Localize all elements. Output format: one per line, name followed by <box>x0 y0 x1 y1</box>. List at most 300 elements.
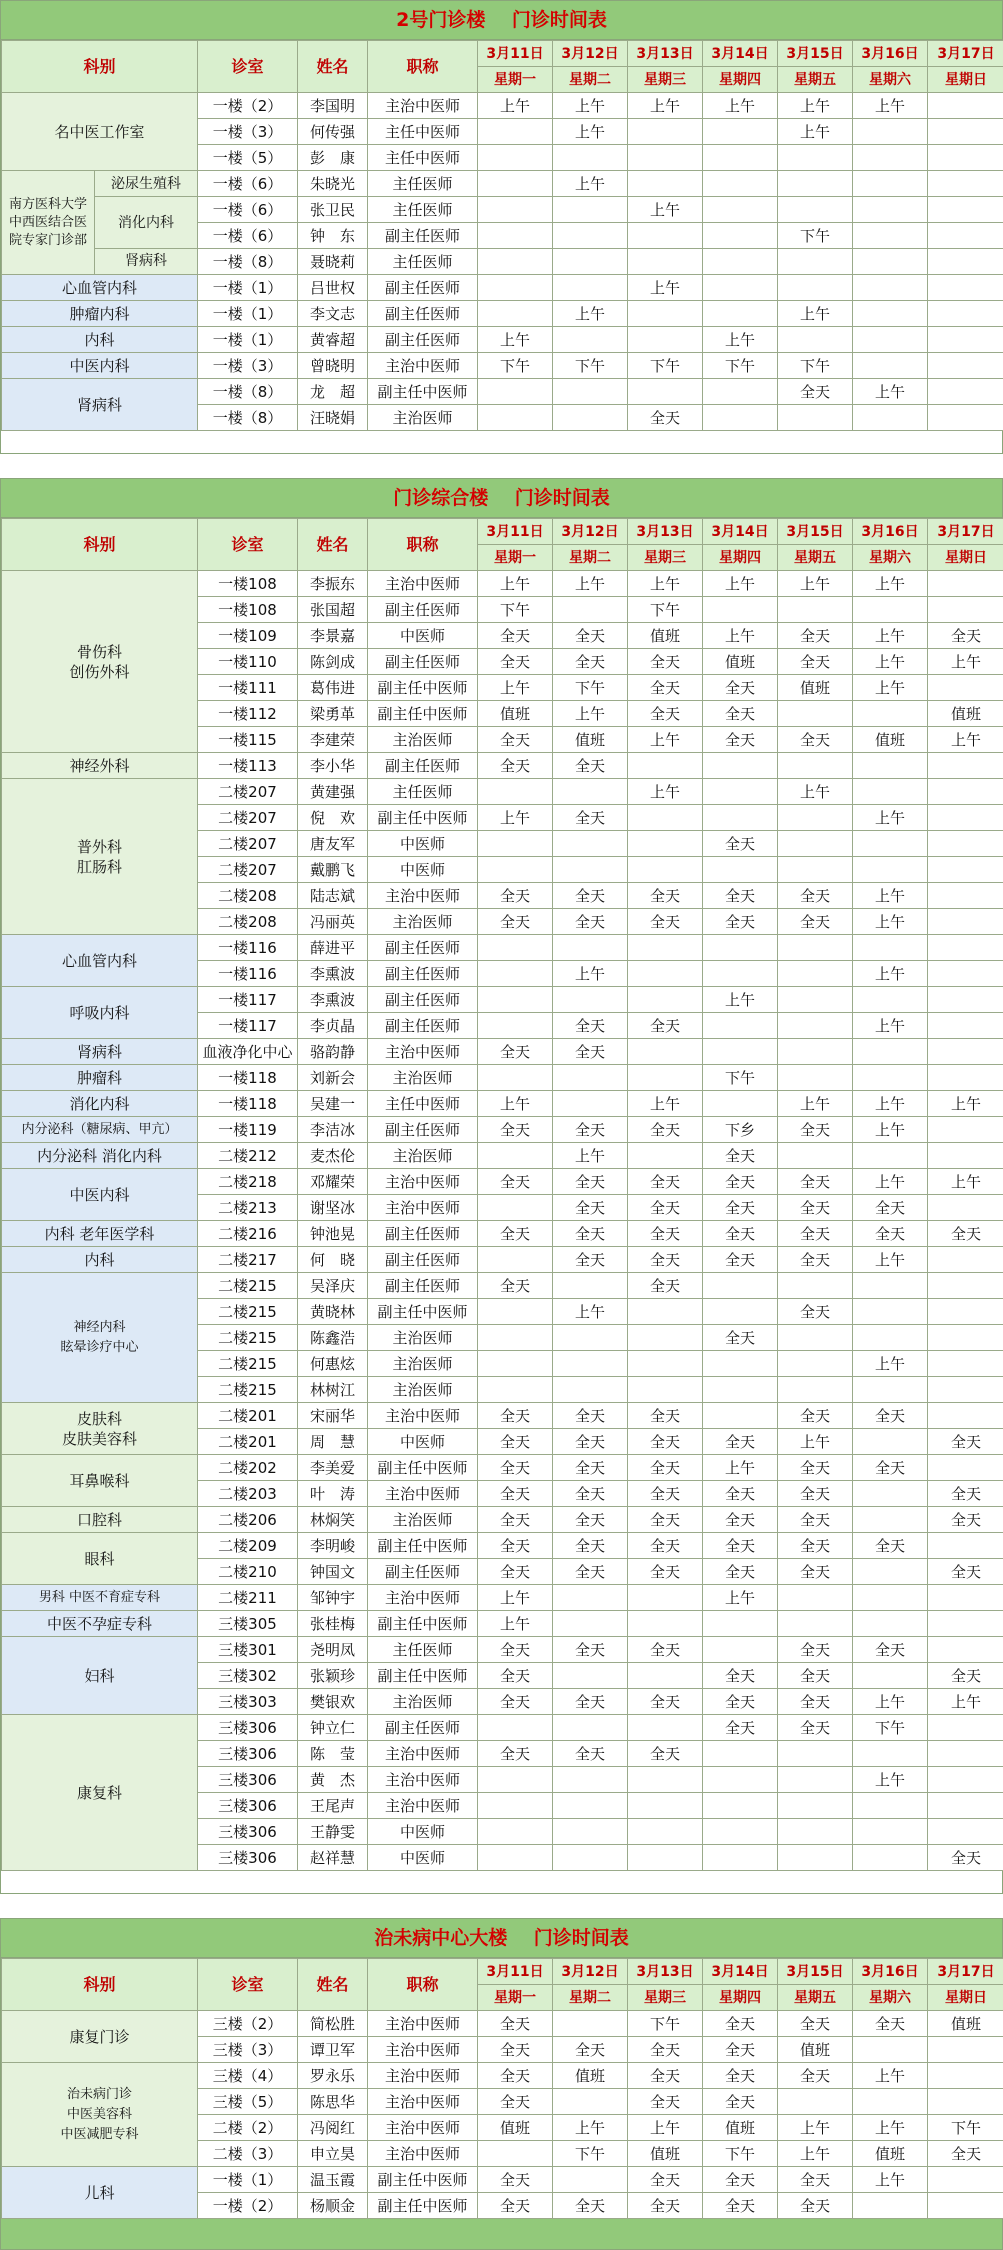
doctor-title: 中医师 <box>368 1845 478 1871</box>
schedule-row <box>2 1273 1003 1299</box>
slot-cell <box>478 275 553 301</box>
header-weekday: 星期一 <box>478 545 553 571</box>
slot-cell: 全天 <box>703 701 778 727</box>
doctor-title: 副主任中医师 <box>368 675 478 701</box>
schedule-section <box>0 0 1003 454</box>
slot-cell <box>478 1793 553 1819</box>
slot-cell <box>778 1039 853 1065</box>
doctor-name: 李小华 <box>298 753 368 779</box>
slot-cell: 值班 <box>553 727 628 753</box>
slot-cell <box>853 935 928 961</box>
slot-cell: 全天 <box>703 909 778 935</box>
slot-cell <box>553 1845 628 1871</box>
header-date: 3月11日 <box>478 41 553 67</box>
slot-cell: 全天 <box>778 1689 853 1715</box>
schedule-section <box>0 478 1003 1894</box>
slot-cell <box>853 2193 928 2219</box>
doctor-title: 主治中医师 <box>368 1793 478 1819</box>
slot-cell <box>628 1039 703 1065</box>
slot-cell <box>478 1819 553 1845</box>
doctor-name: 申立昊 <box>298 2141 368 2167</box>
slot-cell: 全天 <box>553 1455 628 1481</box>
doctor-title: 副主任中医师 <box>368 1455 478 1481</box>
room-cell: 一楼（5） <box>198 145 298 171</box>
slot-cell <box>778 1273 853 1299</box>
slot-cell <box>553 197 628 223</box>
doctor-name: 钟池晃 <box>298 1221 368 1247</box>
slot-cell <box>703 145 778 171</box>
schedule-row <box>2 1091 1003 1117</box>
room-cell: 二楼218 <box>198 1169 298 1195</box>
slot-cell <box>853 171 928 197</box>
header-date: 3月14日 <box>703 1959 778 1985</box>
doctor-name: 吕世权 <box>298 275 368 301</box>
slot-cell <box>778 805 853 831</box>
slot-cell: 全天 <box>778 1247 853 1273</box>
doctor-name: 张颖珍 <box>298 1663 368 1689</box>
schedule-row <box>2 779 1003 805</box>
slot-cell: 全天 <box>853 1637 928 1663</box>
slot-cell: 上午 <box>553 1299 628 1325</box>
slot-cell <box>628 805 703 831</box>
doctor-name: 倪 欢 <box>298 805 368 831</box>
doctor-title: 主治医师 <box>368 727 478 753</box>
schedule-row <box>2 1533 1003 1559</box>
slot-cell: 全天 <box>628 909 703 935</box>
slot-cell: 值班 <box>703 649 778 675</box>
slot-cell: 全天 <box>703 675 778 701</box>
slot-cell: 全天 <box>478 1481 553 1507</box>
doctor-name: 周 慧 <box>298 1429 368 1455</box>
slot-cell: 全天 <box>703 831 778 857</box>
doctor-title: 副主任医师 <box>368 327 478 353</box>
slot-cell <box>553 1377 628 1403</box>
slot-cell: 全天 <box>703 727 778 753</box>
room-cell: 三楼（3） <box>198 2037 298 2063</box>
doctor-title: 副主任中医师 <box>368 379 478 405</box>
slot-cell: 上午 <box>478 805 553 831</box>
slot-cell <box>853 145 928 171</box>
slot-cell <box>928 831 1003 857</box>
slot-cell <box>628 1767 703 1793</box>
room-cell: 三楼（5） <box>198 2089 298 2115</box>
doctor-name: 樊银欢 <box>298 1689 368 1715</box>
room-cell: 二楼201 <box>198 1403 298 1429</box>
slot-cell <box>553 987 628 1013</box>
slot-cell <box>628 171 703 197</box>
slot-cell <box>553 1663 628 1689</box>
section-footer <box>1 2219 1002 2249</box>
schedule-row <box>2 1117 1003 1143</box>
slot-cell: 上午 <box>478 675 553 701</box>
doctor-name: 尧明凤 <box>298 1637 368 1663</box>
slot-cell <box>703 1819 778 1845</box>
doctor-name: 林树江 <box>298 1377 368 1403</box>
slot-cell <box>928 1637 1003 1663</box>
slot-cell: 全天 <box>478 1221 553 1247</box>
room-cell: 一楼（8） <box>198 405 298 431</box>
header-date: 3月12日 <box>553 519 628 545</box>
slot-cell <box>928 1455 1003 1481</box>
slot-cell <box>928 675 1003 701</box>
room-cell: 一楼（1） <box>198 327 298 353</box>
doctor-title: 主治中医师 <box>368 883 478 909</box>
slot-cell: 全天 <box>703 1507 778 1533</box>
slot-cell <box>778 1845 853 1871</box>
header-date: 3月15日 <box>778 519 853 545</box>
doctor-name: 叶 涛 <box>298 1481 368 1507</box>
slot-cell <box>703 961 778 987</box>
slot-cell: 全天 <box>553 753 628 779</box>
slot-cell: 全天 <box>703 883 778 909</box>
doctor-title: 主治医师 <box>368 1143 478 1169</box>
slot-cell <box>478 197 553 223</box>
slot-cell <box>853 223 928 249</box>
slot-cell: 上午 <box>853 649 928 675</box>
slot-cell <box>703 275 778 301</box>
slot-cell: 全天 <box>778 649 853 675</box>
slot-cell <box>553 831 628 857</box>
slot-cell: 上午 <box>853 1169 928 1195</box>
slot-cell <box>778 1325 853 1351</box>
slot-cell: 下乡 <box>703 1117 778 1143</box>
doctor-name: 何惠炫 <box>298 1351 368 1377</box>
header-date: 3月13日 <box>628 1959 703 1985</box>
doctor-name: 李洁冰 <box>298 1117 368 1143</box>
slot-cell: 全天 <box>703 1221 778 1247</box>
slot-cell: 全天 <box>778 2167 853 2193</box>
slot-cell <box>853 597 928 623</box>
slot-cell <box>628 1377 703 1403</box>
room-cell: 一楼115 <box>198 727 298 753</box>
department-cell: 中医内科 <box>2 1169 198 1221</box>
schedule-row <box>2 1585 1003 1611</box>
slot-cell: 全天 <box>478 1169 553 1195</box>
slot-cell: 上午 <box>853 2115 928 2141</box>
slot-cell: 上午 <box>853 2167 928 2193</box>
slot-cell <box>553 2089 628 2115</box>
doctor-title: 副主任中医师 <box>368 1299 478 1325</box>
slot-cell <box>853 1559 928 1585</box>
slot-cell: 全天 <box>928 1221 1003 1247</box>
slot-cell <box>928 1247 1003 1273</box>
slot-cell: 全天 <box>553 1195 628 1221</box>
department-sub-list <box>95 171 197 274</box>
room-cell: 一楼（6） <box>198 197 298 223</box>
header-title: 职称 <box>368 519 478 571</box>
room-cell: 二楼211 <box>198 1585 298 1611</box>
slot-cell <box>628 1065 703 1091</box>
slot-cell: 上午 <box>778 301 853 327</box>
doctor-name: 简松胜 <box>298 2011 368 2037</box>
slot-cell <box>478 935 553 961</box>
slot-cell: 全天 <box>778 1481 853 1507</box>
schedule-row <box>2 1065 1003 1091</box>
doctor-title: 主治医师 <box>368 1325 478 1351</box>
slot-cell <box>628 1611 703 1637</box>
slot-cell <box>628 1845 703 1871</box>
room-cell: 二楼215 <box>198 1377 298 1403</box>
room-cell: 一楼（1） <box>198 275 298 301</box>
slot-cell: 全天 <box>553 1039 628 1065</box>
slot-cell: 全天 <box>478 649 553 675</box>
slot-cell <box>928 405 1003 431</box>
doctor-title: 副主任医师 <box>368 1247 478 1273</box>
slot-cell <box>853 301 928 327</box>
slot-cell <box>853 197 928 223</box>
slot-cell: 全天 <box>703 1559 778 1585</box>
header-weekday: 星期六 <box>853 67 928 93</box>
slot-cell <box>853 1507 928 1533</box>
department-cell: 肾病科 <box>2 379 198 431</box>
slot-cell <box>703 1637 778 1663</box>
doctor-name: 刘新会 <box>298 1065 368 1091</box>
slot-cell: 全天 <box>628 1169 703 1195</box>
slot-cell: 全天 <box>478 1403 553 1429</box>
slot-cell <box>853 249 928 275</box>
room-cell: 一楼110 <box>198 649 298 675</box>
slot-cell: 上午 <box>628 779 703 805</box>
slot-cell: 值班 <box>853 2141 928 2167</box>
slot-cell <box>628 1299 703 1325</box>
schedule-table <box>1 518 1003 1871</box>
slot-cell: 全天 <box>478 1533 553 1559</box>
room-cell: 三楼306 <box>198 1767 298 1793</box>
schedule-table <box>1 1958 1003 2219</box>
room-cell: 三楼306 <box>198 1819 298 1845</box>
slot-cell: 上午 <box>853 883 928 909</box>
doctor-title: 副主任中医师 <box>368 1611 478 1637</box>
slot-cell: 全天 <box>553 649 628 675</box>
slot-cell: 全天 <box>778 909 853 935</box>
doctor-name: 聂晓莉 <box>298 249 368 275</box>
room-cell: 一楼（2） <box>198 93 298 119</box>
doctor-title: 副主任医师 <box>368 597 478 623</box>
slot-cell <box>478 1377 553 1403</box>
slot-cell: 全天 <box>553 1247 628 1273</box>
slot-cell <box>853 1299 928 1325</box>
slot-cell <box>928 327 1003 353</box>
slot-cell: 全天 <box>553 1013 628 1039</box>
slot-cell <box>628 1715 703 1741</box>
department-cell: 肾病科 <box>2 1039 198 1065</box>
slot-cell: 全天 <box>553 2037 628 2063</box>
header-date: 3月17日 <box>928 41 1003 67</box>
slot-cell: 上午 <box>478 1091 553 1117</box>
department-cell: 普外科 肛肠科 <box>2 779 198 935</box>
slot-cell: 全天 <box>628 883 703 909</box>
department-cell: 心血管内科 <box>2 935 198 987</box>
room-cell: 二楼207 <box>198 779 298 805</box>
doctor-title: 主任医师 <box>368 249 478 275</box>
slot-cell <box>703 1403 778 1429</box>
schedule-row <box>2 171 1003 197</box>
slot-cell <box>853 1819 928 1845</box>
slot-cell: 上午 <box>553 571 628 597</box>
doctor-title: 副主任中医师 <box>368 2193 478 2219</box>
slot-cell <box>928 353 1003 379</box>
doctor-title: 主任医师 <box>368 171 478 197</box>
slot-cell <box>778 249 853 275</box>
slot-cell <box>928 2089 1003 2115</box>
slot-cell: 全天 <box>628 2167 703 2193</box>
slot-cell: 全天 <box>478 1741 553 1767</box>
header-title: 职称 <box>368 41 478 93</box>
slot-cell <box>553 597 628 623</box>
slot-cell: 全天 <box>703 1143 778 1169</box>
slot-cell: 全天 <box>703 2037 778 2063</box>
slot-cell <box>928 249 1003 275</box>
slot-cell: 上午 <box>628 2115 703 2141</box>
schedule-row <box>2 1455 1003 1481</box>
slot-cell <box>928 2193 1003 2219</box>
department-cell: 内分泌科（糖尿病、甲亢） <box>2 1117 198 1143</box>
schedule-row <box>2 301 1003 327</box>
slot-cell: 全天 <box>478 2167 553 2193</box>
slot-cell <box>628 301 703 327</box>
slot-cell: 全天 <box>703 1533 778 1559</box>
slot-cell: 全天 <box>703 2167 778 2193</box>
slot-cell: 全天 <box>778 1221 853 1247</box>
room-cell: 二楼217 <box>198 1247 298 1273</box>
slot-cell: 下午 <box>703 353 778 379</box>
doctor-title: 中医师 <box>368 857 478 883</box>
slot-cell: 全天 <box>478 1507 553 1533</box>
header-weekday: 星期日 <box>928 67 1003 93</box>
slot-cell <box>928 2063 1003 2089</box>
doctor-name: 冯阅红 <box>298 2115 368 2141</box>
slot-cell <box>853 405 928 431</box>
slot-cell <box>778 597 853 623</box>
slot-cell <box>703 1377 778 1403</box>
slot-cell: 上午 <box>853 1117 928 1143</box>
slot-cell: 上午 <box>478 571 553 597</box>
slot-cell: 值班 <box>853 727 928 753</box>
split-department <box>2 171 197 274</box>
department-sub-label: 肾病科 <box>95 249 197 274</box>
schedule-row <box>2 987 1003 1013</box>
room-cell: 三楼306 <box>198 1845 298 1871</box>
slot-cell: 值班 <box>478 701 553 727</box>
slot-cell: 全天 <box>478 2063 553 2089</box>
doctor-name: 钟国文 <box>298 1559 368 1585</box>
slot-cell <box>553 379 628 405</box>
slot-cell: 全天 <box>703 2193 778 2219</box>
slot-cell: 全天 <box>928 623 1003 649</box>
department-cell: 治未病门诊 中医美容科 中医减肥专科 <box>2 2063 198 2167</box>
slot-cell <box>928 1767 1003 1793</box>
slot-cell: 上午 <box>928 649 1003 675</box>
slot-cell: 上午 <box>778 2115 853 2141</box>
header-row <box>2 41 1003 67</box>
department-cell: 内科 老年医学科 <box>2 1221 198 1247</box>
header-dept: 科别 <box>2 1959 198 2011</box>
slot-cell <box>778 1793 853 1819</box>
doctor-name: 黄晓林 <box>298 1299 368 1325</box>
doctor-title: 副主任中医师 <box>368 701 478 727</box>
doctor-title: 主治中医师 <box>368 1767 478 1793</box>
slot-cell <box>778 701 853 727</box>
slot-cell: 全天 <box>778 1299 853 1325</box>
slot-cell <box>628 379 703 405</box>
room-cell: 二楼208 <box>198 909 298 935</box>
doctor-name: 李振东 <box>298 571 368 597</box>
slot-cell <box>853 1325 928 1351</box>
doctor-name: 朱晓光 <box>298 171 368 197</box>
slot-cell <box>478 987 553 1013</box>
schedule-row <box>2 1403 1003 1429</box>
room-cell: 二楼206 <box>198 1507 298 1533</box>
slot-cell: 上午 <box>853 379 928 405</box>
header-row <box>2 519 1003 545</box>
slot-cell: 下午 <box>628 597 703 623</box>
doctor-name: 李明峻 <box>298 1533 368 1559</box>
slot-cell <box>703 753 778 779</box>
slot-cell <box>928 1013 1003 1039</box>
room-cell: 三楼303 <box>198 1689 298 1715</box>
header-name: 姓名 <box>298 1959 368 2011</box>
header-weekday: 星期五 <box>778 67 853 93</box>
slot-cell <box>853 2037 928 2063</box>
doctor-title: 主治中医师 <box>368 2011 478 2037</box>
slot-cell: 全天 <box>703 1429 778 1455</box>
slot-cell <box>478 223 553 249</box>
schedule-row <box>2 275 1003 301</box>
department-cell: 康复科 <box>2 1715 198 1871</box>
slot-cell <box>853 1481 928 1507</box>
slot-cell <box>928 935 1003 961</box>
room-cell: 二楼213 <box>198 1195 298 1221</box>
department-cell: 妇科 <box>2 1637 198 1715</box>
slot-cell <box>703 1039 778 1065</box>
doctor-name: 李美爱 <box>298 1455 368 1481</box>
room-cell: 一楼（1） <box>198 301 298 327</box>
slot-cell: 全天 <box>928 1845 1003 1871</box>
header-weekday: 星期四 <box>703 1985 778 2011</box>
header-name: 姓名 <box>298 41 368 93</box>
slot-cell <box>703 1767 778 1793</box>
room-cell: 一楼111 <box>198 675 298 701</box>
doctor-name: 李建荣 <box>298 727 368 753</box>
slot-cell <box>778 1013 853 1039</box>
header-weekday: 星期四 <box>703 545 778 571</box>
doctor-name: 骆韵静 <box>298 1039 368 1065</box>
doctor-name: 汪晓娟 <box>298 405 368 431</box>
slot-cell <box>628 249 703 275</box>
header-date: 3月14日 <box>703 41 778 67</box>
slot-cell: 全天 <box>478 623 553 649</box>
slot-cell <box>778 1741 853 1767</box>
room-cell: 一楼（3） <box>198 119 298 145</box>
schedule-row <box>2 353 1003 379</box>
slot-cell: 上午 <box>778 93 853 119</box>
header-weekday: 星期日 <box>928 1985 1003 2011</box>
slot-cell: 上午 <box>853 961 928 987</box>
slot-cell: 值班 <box>928 701 1003 727</box>
slot-cell: 全天 <box>628 1117 703 1143</box>
schedule-row <box>2 1143 1003 1169</box>
slot-cell <box>478 1013 553 1039</box>
slot-cell <box>478 1195 553 1221</box>
slot-cell: 下午 <box>703 1065 778 1091</box>
slot-cell <box>928 753 1003 779</box>
slot-cell: 全天 <box>778 379 853 405</box>
header-date: 3月15日 <box>778 41 853 67</box>
slot-cell <box>928 857 1003 883</box>
slot-cell: 全天 <box>553 1481 628 1507</box>
header-weekday: 星期六 <box>853 1985 928 2011</box>
doctor-title: 副主任医师 <box>368 961 478 987</box>
